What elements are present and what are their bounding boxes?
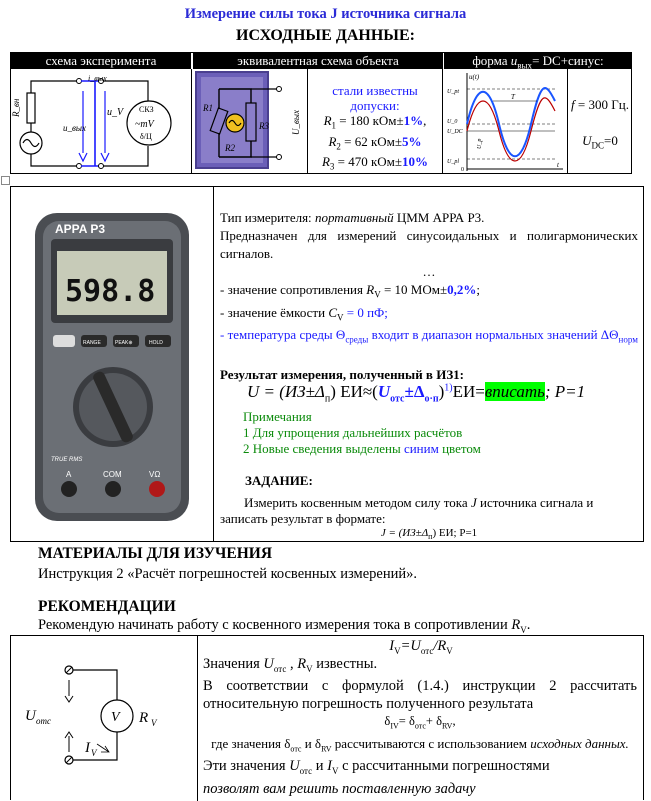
meter-info-table	[10, 186, 644, 542]
result-formula: $U = (ИЗ\pm\Delta_п)$ $ЕИ\approx(U_{отс}\pm\Delta_{о\cdot п})^{1)}ЕИ=вписать$; P=1	[247, 382, 586, 405]
divider	[567, 69, 568, 173]
task-text: Измерить косвенным методом силу тока J источника сигнала и записать результат в формате:	[220, 495, 594, 526]
recommendations-heading: РЕКОМЕНДАЦИИ	[38, 598, 176, 615]
svg-text:0: 0	[461, 167, 464, 173]
svg-text:i_вых: i_вых	[88, 74, 107, 83]
meter-brand: APPA P3	[55, 222, 106, 236]
svg-text:A: A	[66, 470, 72, 479]
svg-text:отс: отс	[36, 716, 51, 726]
recommendation-body: Значения $U_{отс}$ , $R_V$ известны. В соответствии с формулой (1.4.) инструкции 2 рассчитать относительную погрешность полученного результата $\delta_{IV}= \delta_{отс}+ \delta_{RV}$, где значения $\delta_{отс}$ и $\delta_{RV}$ рассчитываются с использованием исходных данных. Эти значения $U_{отс}$ и $I_V$ с рассчитанными погрешностями позволят вам решить поставленную задачу	[203, 656, 637, 797]
divider	[213, 187, 214, 541]
meter-description: Тип измерителя: портативный ЦММ АРРА Р3. Предназначен для измерений синусоидальных и полигармонических сигналов. … - значение сопротивления $R_V = 10$ МОм±0,2%; - значение ёмкости $C_V = 0$ пФ; - температура среды $\Theta_{среды}$ входит в диапазон нормальных значений $\Delta\Theta_{норм}$	[220, 210, 638, 345]
svg-text:VΩ: VΩ	[149, 470, 161, 479]
result-label: Результат измерения, полученный в ИЗ1:	[220, 367, 465, 382]
svg-text:U: U	[25, 708, 36, 724]
anchor-marker	[1, 176, 10, 185]
header-waveform: форма $u_{вых}=$ DC+синус:	[443, 53, 632, 69]
waveform-plot	[445, 71, 565, 173]
resistor-rvn	[27, 93, 35, 123]
result-placeholder: вписать	[484, 382, 545, 401]
svg-text:u(t): u(t)	[469, 73, 480, 81]
source-data-table	[10, 52, 632, 174]
current-formula: $I_V=U_{отс}/R_V$	[389, 638, 453, 656]
frequency-value: f = 300 Гц.	[571, 97, 629, 112]
label-rvn: R_вн	[11, 98, 21, 117]
equivalent-schematic	[195, 71, 305, 171]
materials-heading: МАТЕРИАЛЫ ДЛЯ ИЗУЧЕНИЯ	[38, 545, 273, 562]
task-title: ЗАДАНИЕ:	[245, 473, 313, 488]
svg-text:U_pl: U_pl	[447, 159, 459, 165]
svg-text:U_DC: U_DC	[447, 129, 463, 135]
svg-text:U_вых: U_вых	[291, 110, 301, 135]
svg-text:u_V: u_V	[107, 107, 124, 118]
task-formula: $J = (ИЗ\pm\Delta_п)$ ЕИ; P=1	[380, 527, 478, 542]
button-hold: HOLD	[149, 340, 163, 346]
page-title: Измерение силы тока J источника сигнала	[184, 6, 467, 22]
svg-text:~mV: ~mV	[135, 119, 154, 130]
notes-block: Примечания 1 Для упрощения дальнейших расчётов 2 Новые сведения выделены синим цветом	[243, 409, 481, 456]
divider	[197, 636, 198, 801]
svg-text:I: I	[85, 740, 90, 756]
svg-text:U_p: U_p	[477, 138, 483, 149]
svg-text:V: V	[111, 710, 120, 725]
svg-text:u_вых: u_вых	[63, 123, 86, 133]
page-subtitle: ИСХОДНЫЕ ДАННЫЕ:	[236, 27, 415, 44]
svg-text:V: V	[91, 748, 97, 758]
divider	[307, 69, 308, 173]
experiment-schematic	[13, 71, 189, 171]
svg-text:COM: COM	[103, 470, 122, 479]
svg-text:TRUE RMS: TRUE RMS	[51, 457, 83, 463]
udc-value: $U_{DC}=0$	[582, 133, 618, 151]
divider	[191, 69, 192, 173]
header-experiment-scheme: схема эксперимента	[11, 53, 191, 69]
button-peak: PEAK⊕	[115, 340, 133, 346]
header-equivalent-scheme: эквивалентная схема объекта	[192, 53, 443, 69]
current-circuit	[25, 656, 185, 776]
meter-display: 598.8	[65, 274, 156, 309]
button-range: RANGE	[83, 340, 101, 346]
multimeter-image	[33, 211, 191, 523]
tolerances-block: стали известны допуски: $R_1 = 180$ кОм±1%, $R_2 = 62$ кОм±5% $R_3 = 470$ кОм±10%	[321, 83, 429, 172]
svg-text:T: T	[511, 93, 515, 101]
svg-text:U_pt: U_pt	[447, 89, 459, 95]
svg-text:R: R	[139, 710, 149, 726]
recommendations-text: Рекомендую начинать работу с косвенного измерения тока в сопротивлении $R_V$.	[38, 617, 531, 635]
svg-text:R3: R3	[259, 121, 269, 131]
svg-text:U_0: U_0	[447, 119, 458, 125]
divider	[442, 69, 443, 173]
svg-text:R1: R1	[203, 103, 213, 113]
svg-text:t: t	[557, 161, 559, 169]
materials-text: Инструкция 2 «Расчёт погрешностей косвенных измерений».	[38, 566, 418, 582]
svg-text:R2: R2	[225, 143, 235, 153]
recommendation-table	[10, 635, 644, 800]
svg-text:V: V	[151, 718, 157, 728]
svg-text:СКЗ: СКЗ	[139, 105, 154, 114]
svg-text:δ/Ц: δ/Ц	[140, 132, 152, 141]
